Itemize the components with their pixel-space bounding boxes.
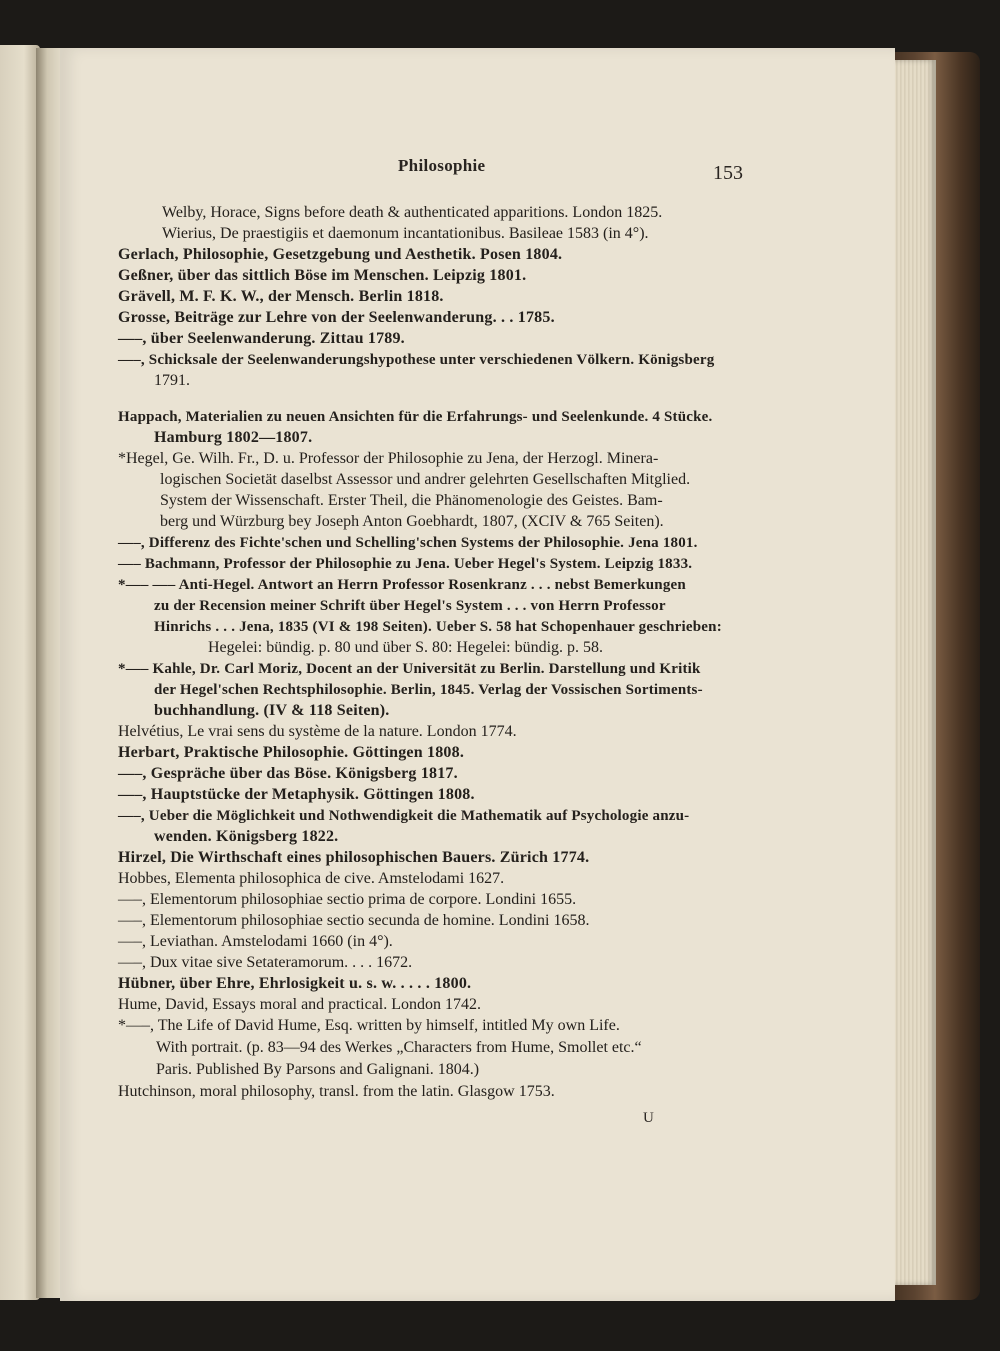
entry-line: Hübner, über Ehre, Ehrlosigkeit u. s. w. . . . . 1800. [118,975,472,992]
entry-line: —–, Elementorum philosophiae sectio prima de corpore. Londini 1655. [118,891,577,908]
entry-line: zu der Recension meiner Schrift über Hegel's System . . . von Herrn Professor [154,598,666,614]
entry-line: *—– —– Anti-Hegel. Antwort an Herrn Professor Rosenkranz . . . nebst Bemerkungen [118,577,686,593]
entry-line: —– Bachmann, Professor der Philosophie zu Jena. Ueber Hegel's System. Leipzig 1833. [118,556,693,572]
entry-line: —–, Dux vitae sive Setateramorum. . . . 1672. [118,954,413,971]
entry-line: Welby, Horace, Signs before death & authenticated apparitions. London 1825. [162,204,663,221]
entry-line: der Hegel'schen Rechtsphilosophie. Berlin, 1845. Verlag der Vossischen Sortiments- [154,682,703,698]
page-number: 153 [713,162,743,184]
entry-line: With portrait. (p. 83—94 des Werkes „Characters from Hume, Smollet etc.“ [156,1039,642,1056]
entry-line: berg und Würzburg bey Joseph Anton Goebhardt, 1807, (XCIV & 765 Seiten). [160,513,664,530]
entry-line: *—–, The Life of David Hume, Esq. written by himself, intitled My own Life. [118,1017,620,1034]
entry-line: —–, Elementorum philosophiae sectio secunda de homine. Londini 1658. [118,912,590,929]
entry-line: Hutchinson, moral philosophy, transl. from the latin. Glasgow 1753. [118,1083,555,1100]
entry-line: —–, Leviathan. Amstelodami 1660 (in 4°). [118,933,393,950]
entry-line: Herbart, Praktische Philosophie. Göttingen 1808. [118,744,465,761]
entry-line: Hamburg 1802—1807. [154,429,313,446]
entry-line: Hinrichs . . . Jena, 1835 (VI & 198 Seiten). Ueber S. 58 hat Schopenhauer geschrieben: [154,619,722,635]
entry-line: —–, Schicksale der Seelenwanderungshypothese unter verschiedenen Völkern. Königsberg [118,352,715,368]
entry-line: Hobbes, Elementa philosophica de cive. Amstelodami 1627. [118,870,505,887]
entry-line: Hegelei: bündig. p. 80 und über S. 80: Hegelei: bündig. p. 58. [208,639,604,656]
running-head: Philosophie [398,156,486,175]
entry-line: Grävell, M. F. K. W., der Mensch. Berlin 1818. [118,288,444,305]
entry-line: *Hegel, Ge. Wilh. Fr., D. u. Professor der Philosophie zu Jena, der Herzogl. Minera- [118,450,659,467]
signature-mark: U [643,1110,654,1126]
entry-line: Gerlach, Philosophie, Gesetzgebung und Aesthetik. Posen 1804. [118,246,563,263]
entry-line: Geßner, über das sittlich Böse im Menschen. Leipzig 1801. [118,267,527,284]
entry-line: —–, Ueber die Möglichkeit und Nothwendigkeit die Mathematik auf Psychologie anzu- [118,808,690,824]
entry-line: buchhandlung. (IV & 118 Seiten). [154,702,390,719]
entry-line: —–, Hauptstücke der Metaphysik. Göttingen 1808. [118,786,475,803]
entry-line: Grosse, Beiträge zur Lehre von der Seelenwanderung. . . 1785. [118,309,555,326]
left-page-edge [0,45,40,1300]
entry-line: Happach, Materialien zu neuen Ansichten für die Erfahrungs- und Seelenkunde. 4 Stücke. [118,409,713,425]
entry-line: Helvétius, Le vrai sens du système de la nature. London 1774. [118,723,517,740]
entry-line: —–, Differenz des Fichte'schen und Schelling'schen Systems der Philosophie. Jena 1801. [118,535,698,551]
entry-line: Hume, David, Essays moral and practical. London 1742. [118,996,482,1013]
entry-line: logischen Societät daselbst Assessor und andrer gelehrten Gesellschaften Mitglied. [160,471,691,488]
entry-line: —–, Gespräche über das Böse. Königsberg 1817. [118,765,458,782]
entry-line: Hirzel, Die Wirthschaft eines philosophischen Bauers. Zürich 1774. [118,849,590,866]
entry-line: 1791. [154,372,190,389]
page-edges [890,60,936,1285]
entry-line: Paris. Published By Parsons and Galignani. 1804.) [156,1061,480,1078]
entry-line: wenden. Königsberg 1822. [154,828,339,845]
entry-line: Wierius, De praestigiis et daemonum incantationibus. Basileae 1583 (in 4°). [162,225,649,242]
entry-line: —–, über Seelenwanderung. Zittau 1789. [118,330,405,347]
entry-line: *—– Kahle, Dr. Carl Moriz, Docent an der Universität zu Berlin. Darstellung und Kritik [118,661,701,677]
entry-line: System der Wissenschaft. Erster Theil, die Phänomenologie des Geistes. Bam- [160,492,663,509]
